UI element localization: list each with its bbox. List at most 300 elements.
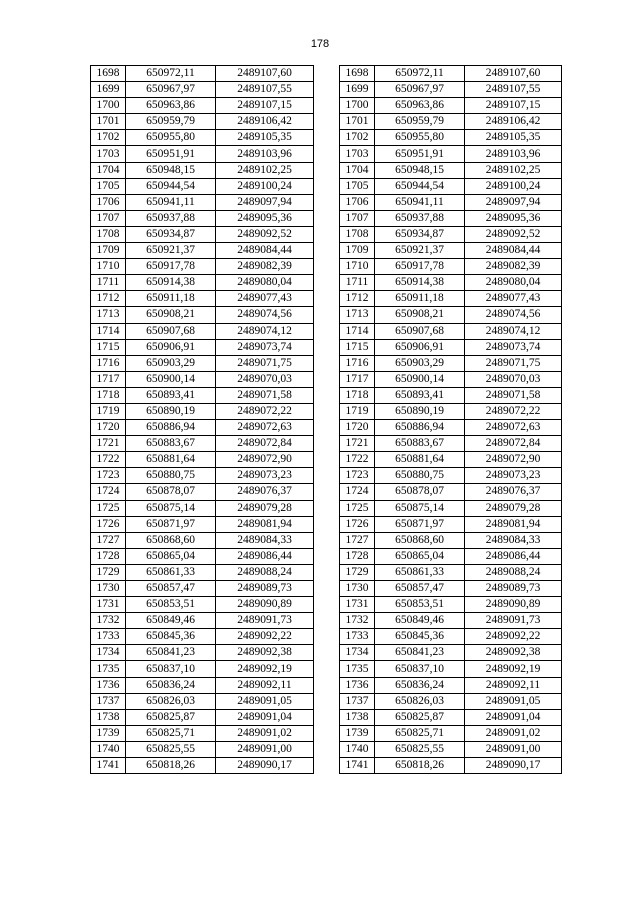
y-coordinate-cell: 2489076,37 (216, 484, 314, 500)
point-number-cell: 1733 (91, 629, 126, 645)
y-coordinate-cell: 2489092,11 (465, 677, 562, 693)
y-coordinate-cell: 2489077,43 (465, 291, 562, 307)
table-row (340, 403, 562, 419)
table-row (340, 194, 562, 210)
x-coordinate-cell: 650972,11 (126, 66, 216, 82)
table-row (340, 178, 562, 194)
y-coordinate-cell: 2489107,60 (216, 66, 314, 82)
x-coordinate-cell: 650944,54 (375, 178, 465, 194)
point-number-cell: 1712 (340, 291, 375, 307)
table-row (91, 114, 314, 130)
table-row (340, 597, 562, 613)
y-coordinate-cell: 2489089,73 (465, 581, 562, 597)
y-coordinate-cell: 2489082,39 (216, 259, 314, 275)
table-row (340, 82, 562, 98)
x-coordinate-cell: 650861,33 (126, 564, 216, 580)
x-coordinate-cell: 650878,07 (126, 484, 216, 500)
y-coordinate-cell: 2489080,04 (465, 275, 562, 291)
x-coordinate-cell: 650921,37 (375, 243, 465, 259)
y-coordinate-cell: 2489074,12 (216, 323, 314, 339)
point-number-cell: 1738 (91, 709, 126, 725)
y-coordinate-cell: 2489073,74 (216, 339, 314, 355)
x-coordinate-cell: 650959,79 (126, 114, 216, 130)
table-row (340, 661, 562, 677)
point-number-cell: 1729 (91, 564, 126, 580)
x-coordinate-cell: 650941,11 (126, 194, 216, 210)
table-row (340, 146, 562, 162)
y-coordinate-cell: 2489086,44 (465, 548, 562, 564)
y-coordinate-cell: 2489090,89 (465, 597, 562, 613)
point-number-cell: 1724 (340, 484, 375, 500)
y-coordinate-cell: 2489080,04 (216, 275, 314, 291)
table-row (91, 581, 314, 597)
x-coordinate-cell: 650907,68 (375, 323, 465, 339)
table-row (91, 468, 314, 484)
coordinates-table-right-body (340, 66, 562, 774)
x-coordinate-cell: 650914,38 (375, 275, 465, 291)
table-row (340, 436, 562, 452)
x-coordinate-cell: 650825,87 (126, 709, 216, 725)
y-coordinate-cell: 2489092,19 (216, 661, 314, 677)
point-number-cell: 1739 (340, 725, 375, 741)
point-number-cell: 1718 (91, 387, 126, 403)
x-coordinate-cell: 650893,41 (375, 387, 465, 403)
y-coordinate-cell: 2489106,42 (216, 114, 314, 130)
point-number-cell: 1701 (91, 114, 126, 130)
point-number-cell: 1720 (340, 420, 375, 436)
y-coordinate-cell: 2489072,63 (465, 420, 562, 436)
y-coordinate-cell: 2489091,04 (216, 709, 314, 725)
y-coordinate-cell: 2489092,22 (465, 629, 562, 645)
table-row (91, 516, 314, 532)
y-coordinate-cell: 2489091,02 (465, 725, 562, 741)
y-coordinate-cell: 2489090,17 (465, 758, 562, 774)
y-coordinate-cell: 2489076,37 (465, 484, 562, 500)
x-coordinate-cell: 650886,94 (375, 420, 465, 436)
table-row (91, 98, 314, 114)
point-number-cell: 1707 (340, 210, 375, 226)
point-number-cell: 1718 (340, 387, 375, 403)
point-number-cell: 1704 (340, 162, 375, 178)
point-number-cell: 1715 (340, 339, 375, 355)
point-number-cell: 1715 (91, 339, 126, 355)
x-coordinate-cell: 650900,14 (375, 371, 465, 387)
table-row (91, 307, 314, 323)
y-coordinate-cell: 2489091,05 (465, 693, 562, 709)
x-coordinate-cell: 650937,88 (126, 210, 216, 226)
coordinates-table-left (90, 65, 314, 774)
table-row (91, 323, 314, 339)
table-row (91, 403, 314, 419)
y-coordinate-cell: 2489072,90 (216, 452, 314, 468)
table-row (340, 484, 562, 500)
table-row (91, 339, 314, 355)
point-number-cell: 1703 (340, 146, 375, 162)
table-row (91, 259, 314, 275)
y-coordinate-cell: 2489071,58 (465, 387, 562, 403)
point-number-cell: 1738 (340, 709, 375, 725)
table-row (340, 516, 562, 532)
point-number-cell: 1708 (340, 226, 375, 242)
y-coordinate-cell: 2489091,73 (465, 613, 562, 629)
y-coordinate-cell: 2489088,24 (216, 564, 314, 580)
y-coordinate-cell: 2489107,15 (216, 98, 314, 114)
point-number-cell: 1711 (91, 275, 126, 291)
table-row (91, 645, 314, 661)
y-coordinate-cell: 2489072,84 (216, 436, 314, 452)
y-coordinate-cell: 2489103,96 (216, 146, 314, 162)
point-number-cell: 1735 (91, 661, 126, 677)
x-coordinate-cell: 650837,10 (375, 661, 465, 677)
y-coordinate-cell: 2489106,42 (465, 114, 562, 130)
table-row (91, 178, 314, 194)
table-row (91, 500, 314, 516)
y-coordinate-cell: 2489105,35 (216, 130, 314, 146)
table-row (91, 82, 314, 98)
x-coordinate-cell: 650880,75 (126, 468, 216, 484)
point-number-cell: 1706 (340, 194, 375, 210)
table-row (340, 114, 562, 130)
y-coordinate-cell: 2489074,56 (216, 307, 314, 323)
y-coordinate-cell: 2489073,23 (465, 468, 562, 484)
x-coordinate-cell: 650881,64 (126, 452, 216, 468)
table-row (340, 130, 562, 146)
y-coordinate-cell: 2489071,58 (216, 387, 314, 403)
x-coordinate-cell: 650948,15 (126, 162, 216, 178)
x-coordinate-cell: 650967,97 (126, 82, 216, 98)
y-coordinate-cell: 2489072,84 (465, 436, 562, 452)
y-coordinate-cell: 2489092,52 (465, 226, 562, 242)
y-coordinate-cell: 2489081,94 (465, 516, 562, 532)
x-coordinate-cell: 650826,03 (375, 693, 465, 709)
x-coordinate-cell: 650951,91 (126, 146, 216, 162)
x-coordinate-cell: 650941,11 (375, 194, 465, 210)
y-coordinate-cell: 2489103,96 (465, 146, 562, 162)
table-row (91, 452, 314, 468)
table-row (340, 645, 562, 661)
point-number-cell: 1721 (340, 436, 375, 452)
x-coordinate-cell: 650825,55 (126, 741, 216, 757)
y-coordinate-cell: 2489107,55 (216, 82, 314, 98)
table-row (91, 162, 314, 178)
point-number-cell: 1701 (340, 114, 375, 130)
point-number-cell: 1727 (340, 532, 375, 548)
table-row (91, 387, 314, 403)
point-number-cell: 1732 (91, 613, 126, 629)
table-row (340, 66, 562, 82)
table-row (340, 452, 562, 468)
table-row (340, 243, 562, 259)
table-row (340, 581, 562, 597)
x-coordinate-cell: 650878,07 (375, 484, 465, 500)
point-number-cell: 1722 (91, 452, 126, 468)
table-row (91, 226, 314, 242)
point-number-cell: 1731 (91, 597, 126, 613)
x-coordinate-cell: 650880,75 (375, 468, 465, 484)
x-coordinate-cell: 650881,64 (375, 452, 465, 468)
x-coordinate-cell: 650955,80 (126, 130, 216, 146)
y-coordinate-cell: 2489107,60 (465, 66, 562, 82)
point-number-cell: 1725 (340, 500, 375, 516)
y-coordinate-cell: 2489100,24 (465, 178, 562, 194)
table-row (340, 210, 562, 226)
table-row (91, 355, 314, 371)
point-number-cell: 1710 (340, 259, 375, 275)
x-coordinate-cell: 650861,33 (375, 564, 465, 580)
x-coordinate-cell: 650890,19 (126, 403, 216, 419)
x-coordinate-cell: 650883,67 (375, 436, 465, 452)
y-coordinate-cell: 2489079,28 (216, 500, 314, 516)
y-coordinate-cell: 2489084,33 (216, 532, 314, 548)
table-row (91, 693, 314, 709)
point-number-cell: 1734 (91, 645, 126, 661)
point-number-cell: 1728 (340, 548, 375, 564)
table-row (91, 291, 314, 307)
y-coordinate-cell: 2489072,22 (465, 403, 562, 419)
table-row (91, 66, 314, 82)
table-row (340, 339, 562, 355)
table-row (91, 420, 314, 436)
table-row (340, 323, 562, 339)
x-coordinate-cell: 650857,47 (375, 581, 465, 597)
table-row (340, 709, 562, 725)
table-row (340, 387, 562, 403)
x-coordinate-cell: 650917,78 (126, 259, 216, 275)
point-number-cell: 1713 (91, 307, 126, 323)
table-row (91, 210, 314, 226)
table-row (340, 307, 562, 323)
page-number: 178 (310, 38, 330, 50)
x-coordinate-cell: 650921,37 (126, 243, 216, 259)
x-coordinate-cell: 650951,91 (375, 146, 465, 162)
y-coordinate-cell: 2489072,90 (465, 452, 562, 468)
table-row (340, 693, 562, 709)
point-number-cell: 1709 (340, 243, 375, 259)
y-coordinate-cell: 2489073,74 (465, 339, 562, 355)
point-number-cell: 1729 (340, 564, 375, 580)
point-number-cell: 1740 (340, 741, 375, 757)
y-coordinate-cell: 2489091,73 (216, 613, 314, 629)
x-coordinate-cell: 650845,36 (375, 629, 465, 645)
x-coordinate-cell: 650841,23 (375, 645, 465, 661)
point-number-cell: 1732 (340, 613, 375, 629)
y-coordinate-cell: 2489095,36 (465, 210, 562, 226)
point-number-cell: 1719 (91, 403, 126, 419)
point-number-cell: 1699 (91, 82, 126, 98)
point-number-cell: 1710 (91, 259, 126, 275)
point-number-cell: 1739 (91, 725, 126, 741)
x-coordinate-cell: 650934,87 (126, 226, 216, 242)
table-row (340, 420, 562, 436)
x-coordinate-cell: 650868,60 (126, 532, 216, 548)
x-coordinate-cell: 650948,15 (375, 162, 465, 178)
x-coordinate-cell: 650890,19 (375, 403, 465, 419)
y-coordinate-cell: 2489091,00 (216, 741, 314, 757)
point-number-cell: 1723 (340, 468, 375, 484)
point-number-cell: 1698 (340, 66, 375, 82)
x-coordinate-cell: 650911,18 (375, 291, 465, 307)
y-coordinate-cell: 2489081,94 (216, 516, 314, 532)
y-coordinate-cell: 2489084,44 (465, 243, 562, 259)
point-number-cell: 1703 (91, 146, 126, 162)
point-number-cell: 1716 (340, 355, 375, 371)
y-coordinate-cell: 2489073,23 (216, 468, 314, 484)
x-coordinate-cell: 650886,94 (126, 420, 216, 436)
table-row (340, 355, 562, 371)
point-number-cell: 1724 (91, 484, 126, 500)
x-coordinate-cell: 650917,78 (375, 259, 465, 275)
y-coordinate-cell: 2489095,36 (216, 210, 314, 226)
y-coordinate-cell: 2489091,04 (465, 709, 562, 725)
table-row (340, 677, 562, 693)
point-number-cell: 1730 (91, 581, 126, 597)
point-number-cell: 1704 (91, 162, 126, 178)
table-row (91, 758, 314, 774)
x-coordinate-cell: 650934,87 (375, 226, 465, 242)
x-coordinate-cell: 650841,23 (126, 645, 216, 661)
y-coordinate-cell: 2489072,22 (216, 403, 314, 419)
y-coordinate-cell: 2489070,03 (465, 371, 562, 387)
table-row (340, 500, 562, 516)
table-row (91, 661, 314, 677)
y-coordinate-cell: 2489091,05 (216, 693, 314, 709)
x-coordinate-cell: 650857,47 (126, 581, 216, 597)
table-row (91, 532, 314, 548)
x-coordinate-cell: 650963,86 (126, 98, 216, 114)
point-number-cell: 1720 (91, 420, 126, 436)
x-coordinate-cell: 650955,80 (375, 130, 465, 146)
point-number-cell: 1731 (340, 597, 375, 613)
point-number-cell: 1714 (340, 323, 375, 339)
table-row (340, 291, 562, 307)
table-row (91, 677, 314, 693)
y-coordinate-cell: 2489091,00 (465, 741, 562, 757)
y-coordinate-cell: 2489088,24 (465, 564, 562, 580)
y-coordinate-cell: 2489092,52 (216, 226, 314, 242)
point-number-cell: 1721 (91, 436, 126, 452)
table-row (340, 548, 562, 564)
point-number-cell: 1723 (91, 468, 126, 484)
point-number-cell: 1717 (340, 371, 375, 387)
point-number-cell: 1699 (340, 82, 375, 98)
x-coordinate-cell: 650911,18 (126, 291, 216, 307)
x-coordinate-cell: 650967,97 (375, 82, 465, 98)
x-coordinate-cell: 650937,88 (375, 210, 465, 226)
y-coordinate-cell: 2489100,24 (216, 178, 314, 194)
point-number-cell: 1728 (91, 548, 126, 564)
x-coordinate-cell: 650871,97 (126, 516, 216, 532)
table-row (91, 275, 314, 291)
y-coordinate-cell: 2489086,44 (216, 548, 314, 564)
point-number-cell: 1736 (340, 677, 375, 693)
table-row (340, 98, 562, 114)
point-number-cell: 1740 (91, 741, 126, 757)
x-coordinate-cell: 650963,86 (375, 98, 465, 114)
x-coordinate-cell: 650836,24 (375, 677, 465, 693)
x-coordinate-cell: 650906,91 (126, 339, 216, 355)
point-number-cell: 1707 (91, 210, 126, 226)
point-number-cell: 1711 (340, 275, 375, 291)
y-coordinate-cell: 2489097,94 (465, 194, 562, 210)
point-number-cell: 1722 (340, 452, 375, 468)
x-coordinate-cell: 650875,14 (375, 500, 465, 516)
x-coordinate-cell: 650908,21 (126, 307, 216, 323)
table-row (91, 243, 314, 259)
y-coordinate-cell: 2489091,02 (216, 725, 314, 741)
y-coordinate-cell: 2489097,94 (216, 194, 314, 210)
y-coordinate-cell: 2489092,38 (465, 645, 562, 661)
point-number-cell: 1705 (340, 178, 375, 194)
table-row (91, 741, 314, 757)
x-coordinate-cell: 650903,29 (126, 355, 216, 371)
y-coordinate-cell: 2489092,38 (216, 645, 314, 661)
x-coordinate-cell: 650853,51 (375, 597, 465, 613)
point-number-cell: 1698 (91, 66, 126, 82)
table-row (91, 371, 314, 387)
point-number-cell: 1706 (91, 194, 126, 210)
y-coordinate-cell: 2489084,33 (465, 532, 562, 548)
table-row (340, 758, 562, 774)
point-number-cell: 1716 (91, 355, 126, 371)
x-coordinate-cell: 650883,67 (126, 436, 216, 452)
x-coordinate-cell: 650906,91 (375, 339, 465, 355)
y-coordinate-cell: 2489079,28 (465, 500, 562, 516)
point-number-cell: 1733 (340, 629, 375, 645)
table-row (91, 725, 314, 741)
y-coordinate-cell: 2489090,89 (216, 597, 314, 613)
x-coordinate-cell: 650849,46 (375, 613, 465, 629)
table-row (91, 194, 314, 210)
point-number-cell: 1717 (91, 371, 126, 387)
x-coordinate-cell: 650893,41 (126, 387, 216, 403)
table-row (340, 741, 562, 757)
table-row (91, 564, 314, 580)
point-number-cell: 1737 (91, 693, 126, 709)
table-row (340, 725, 562, 741)
x-coordinate-cell: 650944,54 (126, 178, 216, 194)
table-row (91, 484, 314, 500)
table-row (91, 629, 314, 645)
y-coordinate-cell: 2489107,55 (465, 82, 562, 98)
table-row (91, 548, 314, 564)
x-coordinate-cell: 650865,04 (375, 548, 465, 564)
y-coordinate-cell: 2489071,75 (216, 355, 314, 371)
table-row (340, 371, 562, 387)
point-number-cell: 1727 (91, 532, 126, 548)
point-number-cell: 1741 (340, 758, 375, 774)
x-coordinate-cell: 650825,71 (126, 725, 216, 741)
table-row (91, 436, 314, 452)
x-coordinate-cell: 650825,55 (375, 741, 465, 757)
y-coordinate-cell: 2489084,44 (216, 243, 314, 259)
point-number-cell: 1719 (340, 403, 375, 419)
point-number-cell: 1712 (91, 291, 126, 307)
point-number-cell: 1705 (91, 178, 126, 194)
table-row (340, 564, 562, 580)
point-number-cell: 1702 (91, 130, 126, 146)
x-coordinate-cell: 650818,26 (375, 758, 465, 774)
y-coordinate-cell: 2489092,11 (216, 677, 314, 693)
x-coordinate-cell: 650825,87 (375, 709, 465, 725)
y-coordinate-cell: 2489082,39 (465, 259, 562, 275)
point-number-cell: 1702 (340, 130, 375, 146)
y-coordinate-cell: 2489090,17 (216, 758, 314, 774)
x-coordinate-cell: 650959,79 (375, 114, 465, 130)
y-coordinate-cell: 2489102,25 (216, 162, 314, 178)
y-coordinate-cell: 2489074,56 (465, 307, 562, 323)
table-row (340, 613, 562, 629)
x-coordinate-cell: 650871,97 (375, 516, 465, 532)
